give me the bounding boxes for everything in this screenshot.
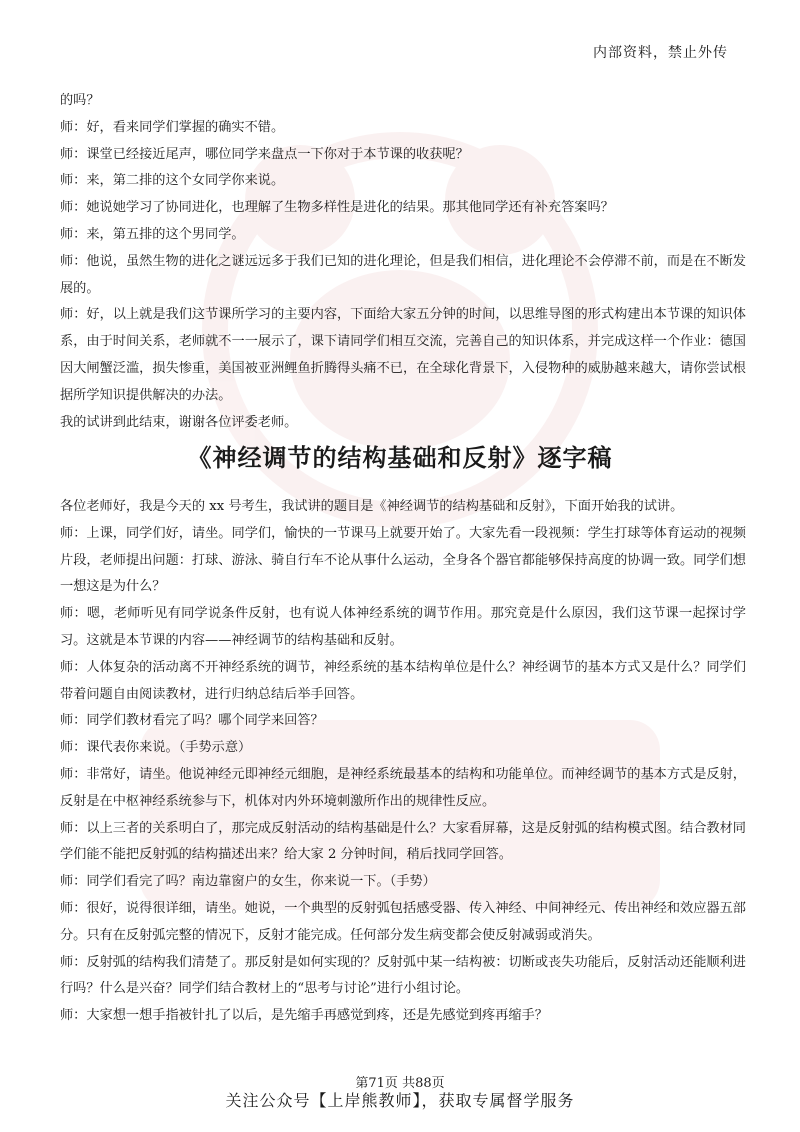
paragraph: 的吗？ bbox=[60, 93, 100, 108]
paragraph: 我的试讲到此结束，谢谢各位评委老师。 bbox=[60, 414, 298, 430]
paragraph: 师：来，第五排的这个男同学。 bbox=[60, 226, 245, 242]
previous-transcript-end bbox=[60, 88, 746, 436]
confidential-note: 内部资料，禁止外传 bbox=[593, 45, 728, 61]
paragraph: 师：大家想一想手指被针扎了以后，是先缩手再感觉到疼，还是先感觉到疼再缩手？ bbox=[60, 1008, 548, 1024]
paragraph: 师：同学们看完了吗？南边靠窗户的女生，你来说一下。（手势） bbox=[60, 874, 436, 890]
paragraph: 师：很好，说得很详细，请坐。她说，一个典型的反射弧包括感受器、传入神经、中间神经元、传出神经和效应器五部分。只有在反射弧完整的情况下，反射才能完成。任何部分发生病变都会使反射减弱或消失。 bbox=[60, 900, 746, 943]
paragraph: 师：以上三者的关系明白了，那完成反射活动的结构基础是什么？大家看屏幕，这是反射弧的结构模式图。结合教材同学们能不能把反射弧的结构描述出来？给大家 2 分钟时间，稍后找同学回答。 bbox=[60, 820, 746, 863]
paragraph: 师：课代表你来说。（手势示意） bbox=[60, 740, 252, 756]
paragraph: 师：嗯，老师听见有同学说条件反射，也有说人体神经系统的调节作用。那究竟是什么原因，我们这节课一起探讨学习。这就是本节课的内容——神经调节的结构基础和反射。 bbox=[60, 606, 746, 648]
paragraph: 师：课堂已经接近尾声，哪位同学来盘点一下你对于本节课的收获呢？ bbox=[60, 146, 469, 162]
paragraph: 师：好，以上就是我们这节课所学习的主要内容，下面给大家五分钟的时间，以思维导图的形式构建出本节课的知识体系，由于时间关系，老师就不一一展示了，课下请同学们相互交流，完善自己的知识体系，并完成这样一个作业：德国因大闸蟹泛滥，损失惨重，美国被亚洲鲤鱼折腾得头痛不已，在全球化背景下，入侵物种的威胁越来越大，请你尝试根据所学知识提供解决的办法。 bbox=[60, 307, 746, 403]
paragraph: 师：来，第二排的这个女同学你来说。 bbox=[60, 173, 285, 189]
paragraph: 师：同学们教材看完了吗？哪个同学来回答？ bbox=[60, 713, 324, 729]
promo-footer: 关注公众号【上岸熊教师】，获取专属督学服务 bbox=[225, 1091, 575, 1110]
paragraph: 师：好，看来同学们掌握的确实不错。 bbox=[60, 119, 285, 135]
paragraph: 师：她说她学习了协同进化，也理解了生物多样性是进化的结果。那其他同学还有补充答案吗？ bbox=[60, 200, 614, 216]
paragraph: 各位老师好，我是今天的 xx 号考生，我试讲的题目是《神经调节的结构基础和反射》，下面开始我的试讲。 bbox=[60, 499, 684, 514]
paragraph: 师：上课，同学们好，请坐。同学们，愉快的一节课马上就要开始了。大家先看一段视频：学生打球等体育运动的视频片段，老师提出问题：打球、游泳、骑自行车不论从事什么运动，全身各个器官都能够保持高度的协调一致。同学们想一想这是为什么？ bbox=[60, 525, 746, 595]
paragraph: 师：非常好，请坐。他说神经元即神经元细胞，是神经系统最基本的结构和功能单位。而神经调节的基本方式是反射，反射是在中枢神经系统参与下，机体对内外环境刺激所作出的规律性反应。 bbox=[60, 766, 746, 809]
paragraph: 师：反射弧的结构我们清楚了。那反射是如何实现的？反射弧中某一结构被：切断或丧失功能后，反射活动还能顺利进行吗？什么是兴奋？同学们结合教材上的“思考与讨论”进行小组讨论。 bbox=[60, 954, 746, 997]
paragraph: 师：人体复杂的活动离不开神经系统的调节，神经系统的基本结构单位是什么？神经调节的基本方式又是什么？同学们带着问题自由阅读教材，进行归纳总结后举手回答。 bbox=[60, 659, 746, 702]
page-number: 第71页 共88页 bbox=[355, 1076, 445, 1091]
document-title: 《神经调节的结构基础和反射》逐字稿 bbox=[187, 444, 613, 472]
paragraph: 师：他说，虽然生物的进化之谜远远多于我们已知的进化理论，但是我们相信，进化理论不会停滞不前，而是在不断发展的。 bbox=[60, 253, 746, 296]
transcript-body bbox=[60, 494, 746, 1030]
